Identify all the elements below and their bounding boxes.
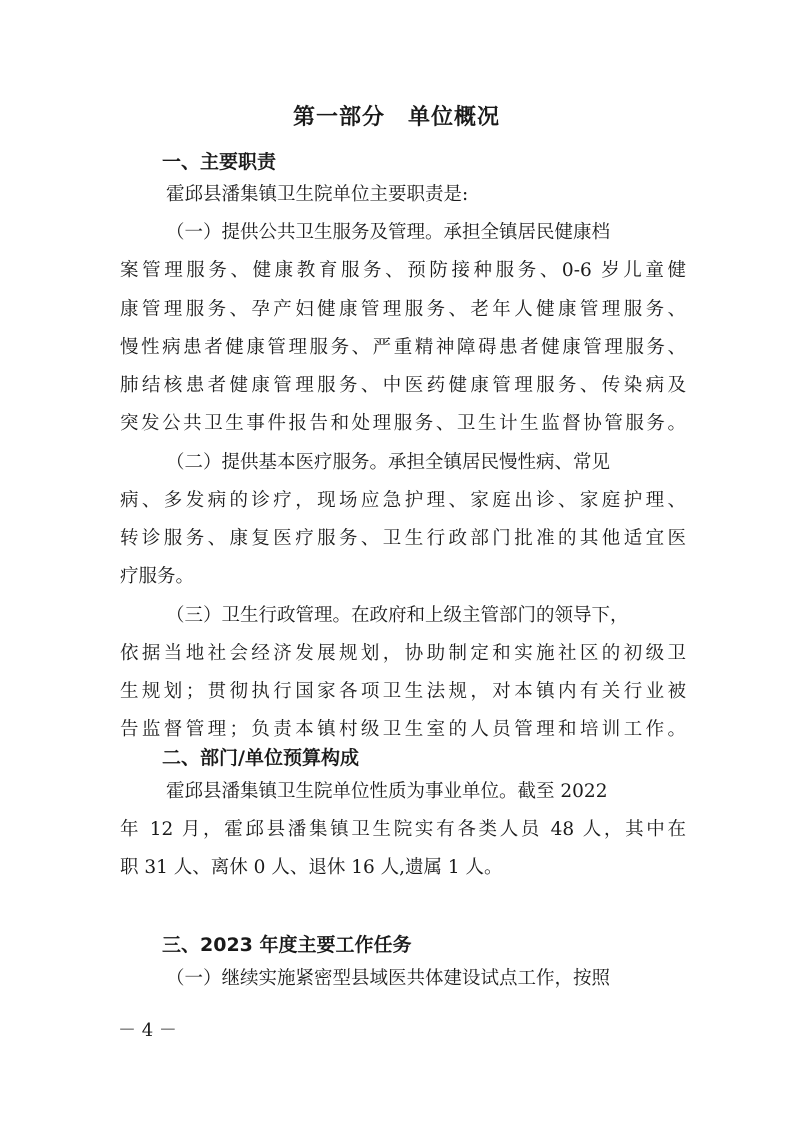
paragraph-line: 转诊服务、康复医疗服务、卫生行政部门批准的其他适宜医: [120, 528, 686, 549]
paragraph-line: 康管理服务、孕产妇健康管理服务、老年人健康管理服务、: [120, 299, 686, 320]
paragraph-line: 疗服务。: [120, 566, 195, 587]
paragraph-line: （二）提供基本医疗服务。承担全镇居民慢性病、常见: [166, 452, 611, 473]
paragraph-line: 案管理服务、健康教育服务、预防接种服务、0-6 岁儿童健: [120, 260, 686, 281]
paragraph-line: 突发公共卫生事件报告和处理服务、卫生计生监督协管服务。: [120, 413, 686, 434]
paragraph-line: 年 12 月，霍邱县潘集镇卫生院实有各类人员 48 人，其中在: [120, 819, 686, 840]
section-heading-duties: 一、主要职责: [162, 151, 277, 173]
section-heading-work-tasks: 三、2023 年度主要工作任务: [162, 934, 412, 956]
paragraph-line: 病、多发病的诊疗，现场应急护理、家庭出诊、家庭护理、: [120, 490, 686, 511]
paragraph-line: 慢性病患者健康管理服务、严重精神障碍患者健康管理服务、: [120, 337, 686, 358]
section-heading-budget-composition: 二、部门/单位预算构成: [162, 747, 359, 769]
page-title: 第一部分 单位概况: [292, 105, 500, 130]
paragraph-line: 依据当地社会经济发展规划，协助制定和实施社区的初级卫: [120, 643, 686, 664]
paragraph-line: 肺结核患者健康管理服务、中医药健康管理服务、传染病及: [120, 375, 686, 396]
paragraph-line: （一）提供公共卫生服务及管理。承担全镇居民健康档: [166, 222, 611, 243]
paragraph-line: 霍邱县潘集镇卫生院单位主要职责是:: [166, 184, 469, 205]
paragraph-line: 生规划；贯彻执行国家各项卫生法规，对本镇内有关行业被: [120, 681, 686, 702]
paragraph-line: 霍邱县潘集镇卫生院单位性质为事业单位。截至 2022: [166, 781, 608, 802]
page-number: － 4 －: [118, 1020, 177, 1041]
paragraph-line: 告监督管理；负责本镇村级卫生室的人员管理和培训工作。: [120, 719, 686, 740]
paragraph-line: （一）继续实施紧密型县域医共体建设试点工作，按照: [166, 968, 611, 989]
paragraph-line: 职 31 人、离休 0 人、退休 16 人,遗属 1 人。: [120, 857, 503, 878]
paragraph-line: （三）卫生行政管理。在政府和上级主管部门的领导下，: [166, 605, 629, 626]
